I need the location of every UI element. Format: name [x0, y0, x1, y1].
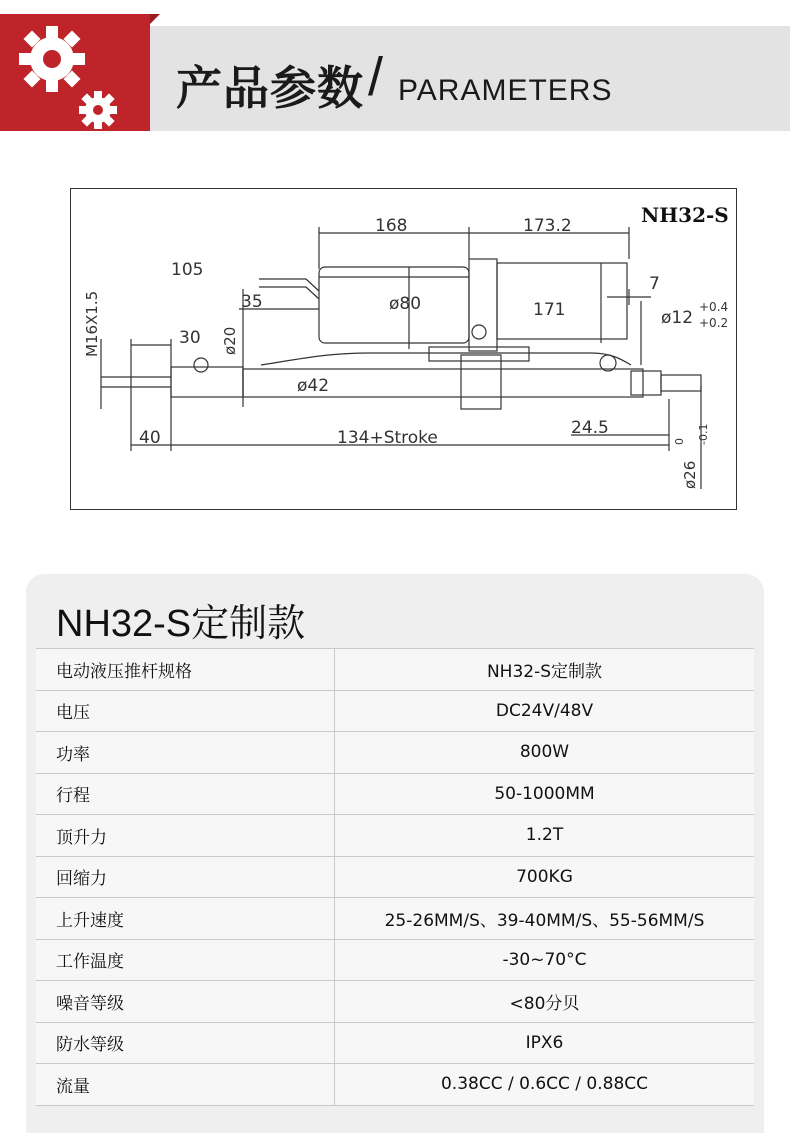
spec-value: 0.38CC / 0.6CC / 0.88CC	[335, 1064, 755, 1106]
spec-key: 功率	[36, 732, 335, 774]
table-row	[36, 981, 754, 1023]
spec-value: 700KG	[335, 856, 755, 898]
dim-tol26-bot: -0.1	[697, 423, 710, 445]
spec-value: IPX6	[335, 1022, 755, 1064]
dim-168: 168	[375, 216, 408, 236]
header-accent-block	[0, 14, 150, 131]
dim-30: 30	[179, 328, 201, 348]
dim-173: 173.2	[523, 216, 572, 236]
dim-105: 105	[171, 260, 204, 280]
spec-value: -30~70°C	[335, 939, 755, 981]
spec-key: 流量	[36, 1064, 335, 1106]
actuator-drawing	[71, 189, 738, 511]
dim-phi80: ø80	[389, 294, 422, 314]
spec-value: 1.2T	[335, 815, 755, 857]
table-row	[36, 815, 754, 857]
dim-phi26: ø26	[681, 460, 699, 489]
spec-value: 25-26MM/S、39-40MM/S、55-56MM/S	[335, 898, 755, 940]
spec-key: 工作温度	[36, 939, 335, 981]
spec-table	[36, 648, 754, 1106]
dim-phi12: ø12	[661, 308, 694, 328]
technical-drawing	[70, 188, 737, 510]
table-row	[36, 649, 754, 691]
table-row	[36, 690, 754, 732]
spec-title: NH32-S定制款	[56, 603, 306, 645]
spec-key: 电动液压推杆规格	[36, 649, 335, 691]
header-notch	[150, 14, 160, 24]
table-row	[36, 732, 754, 774]
table-row	[36, 773, 754, 815]
title-separator: /	[368, 47, 384, 107]
spec-key: 防水等级	[36, 1022, 335, 1064]
gears-icon	[0, 14, 150, 131]
spec-value: NH32-S定制款	[335, 649, 755, 691]
table-row	[36, 1064, 754, 1106]
dim-40: 40	[139, 428, 161, 448]
dim-tol-top: +0.4	[699, 300, 729, 314]
dim-tol-bot: +0.2	[699, 316, 729, 330]
table-row	[36, 939, 754, 981]
table-row	[36, 898, 754, 940]
spec-key: 回缩力	[36, 856, 335, 898]
model-label: NH32-S	[641, 203, 729, 227]
spec-key: 上升速度	[36, 898, 335, 940]
dim-171: 171	[533, 300, 566, 320]
page-title-en: PARAMETERS	[398, 74, 613, 107]
spec-key: 顶升力	[36, 815, 335, 857]
dim-35: 35	[241, 292, 263, 312]
dim-tol26-top: 0	[673, 438, 686, 445]
spec-value: 800W	[335, 732, 755, 774]
spec-key: 行程	[36, 773, 335, 815]
dim-24-5: 24.5	[571, 418, 609, 438]
dim-phi20: ø20	[221, 326, 239, 355]
spec-key: 电压	[36, 690, 335, 732]
spec-value: 50-1000MM	[335, 773, 755, 815]
spec-value: DC24V/48V	[335, 690, 755, 732]
table-row	[36, 1022, 754, 1064]
dim-phi42: ø42	[297, 376, 330, 396]
page-title-cn: 产品参数	[176, 61, 364, 115]
spec-key: 噪音等级	[36, 981, 335, 1023]
dim-7: 7	[649, 274, 660, 294]
dim-m16: M16X1.5	[83, 290, 101, 357]
dim-stroke: 134+Stroke	[337, 428, 438, 448]
table-row	[36, 856, 754, 898]
spec-value: <80分贝	[335, 981, 755, 1023]
